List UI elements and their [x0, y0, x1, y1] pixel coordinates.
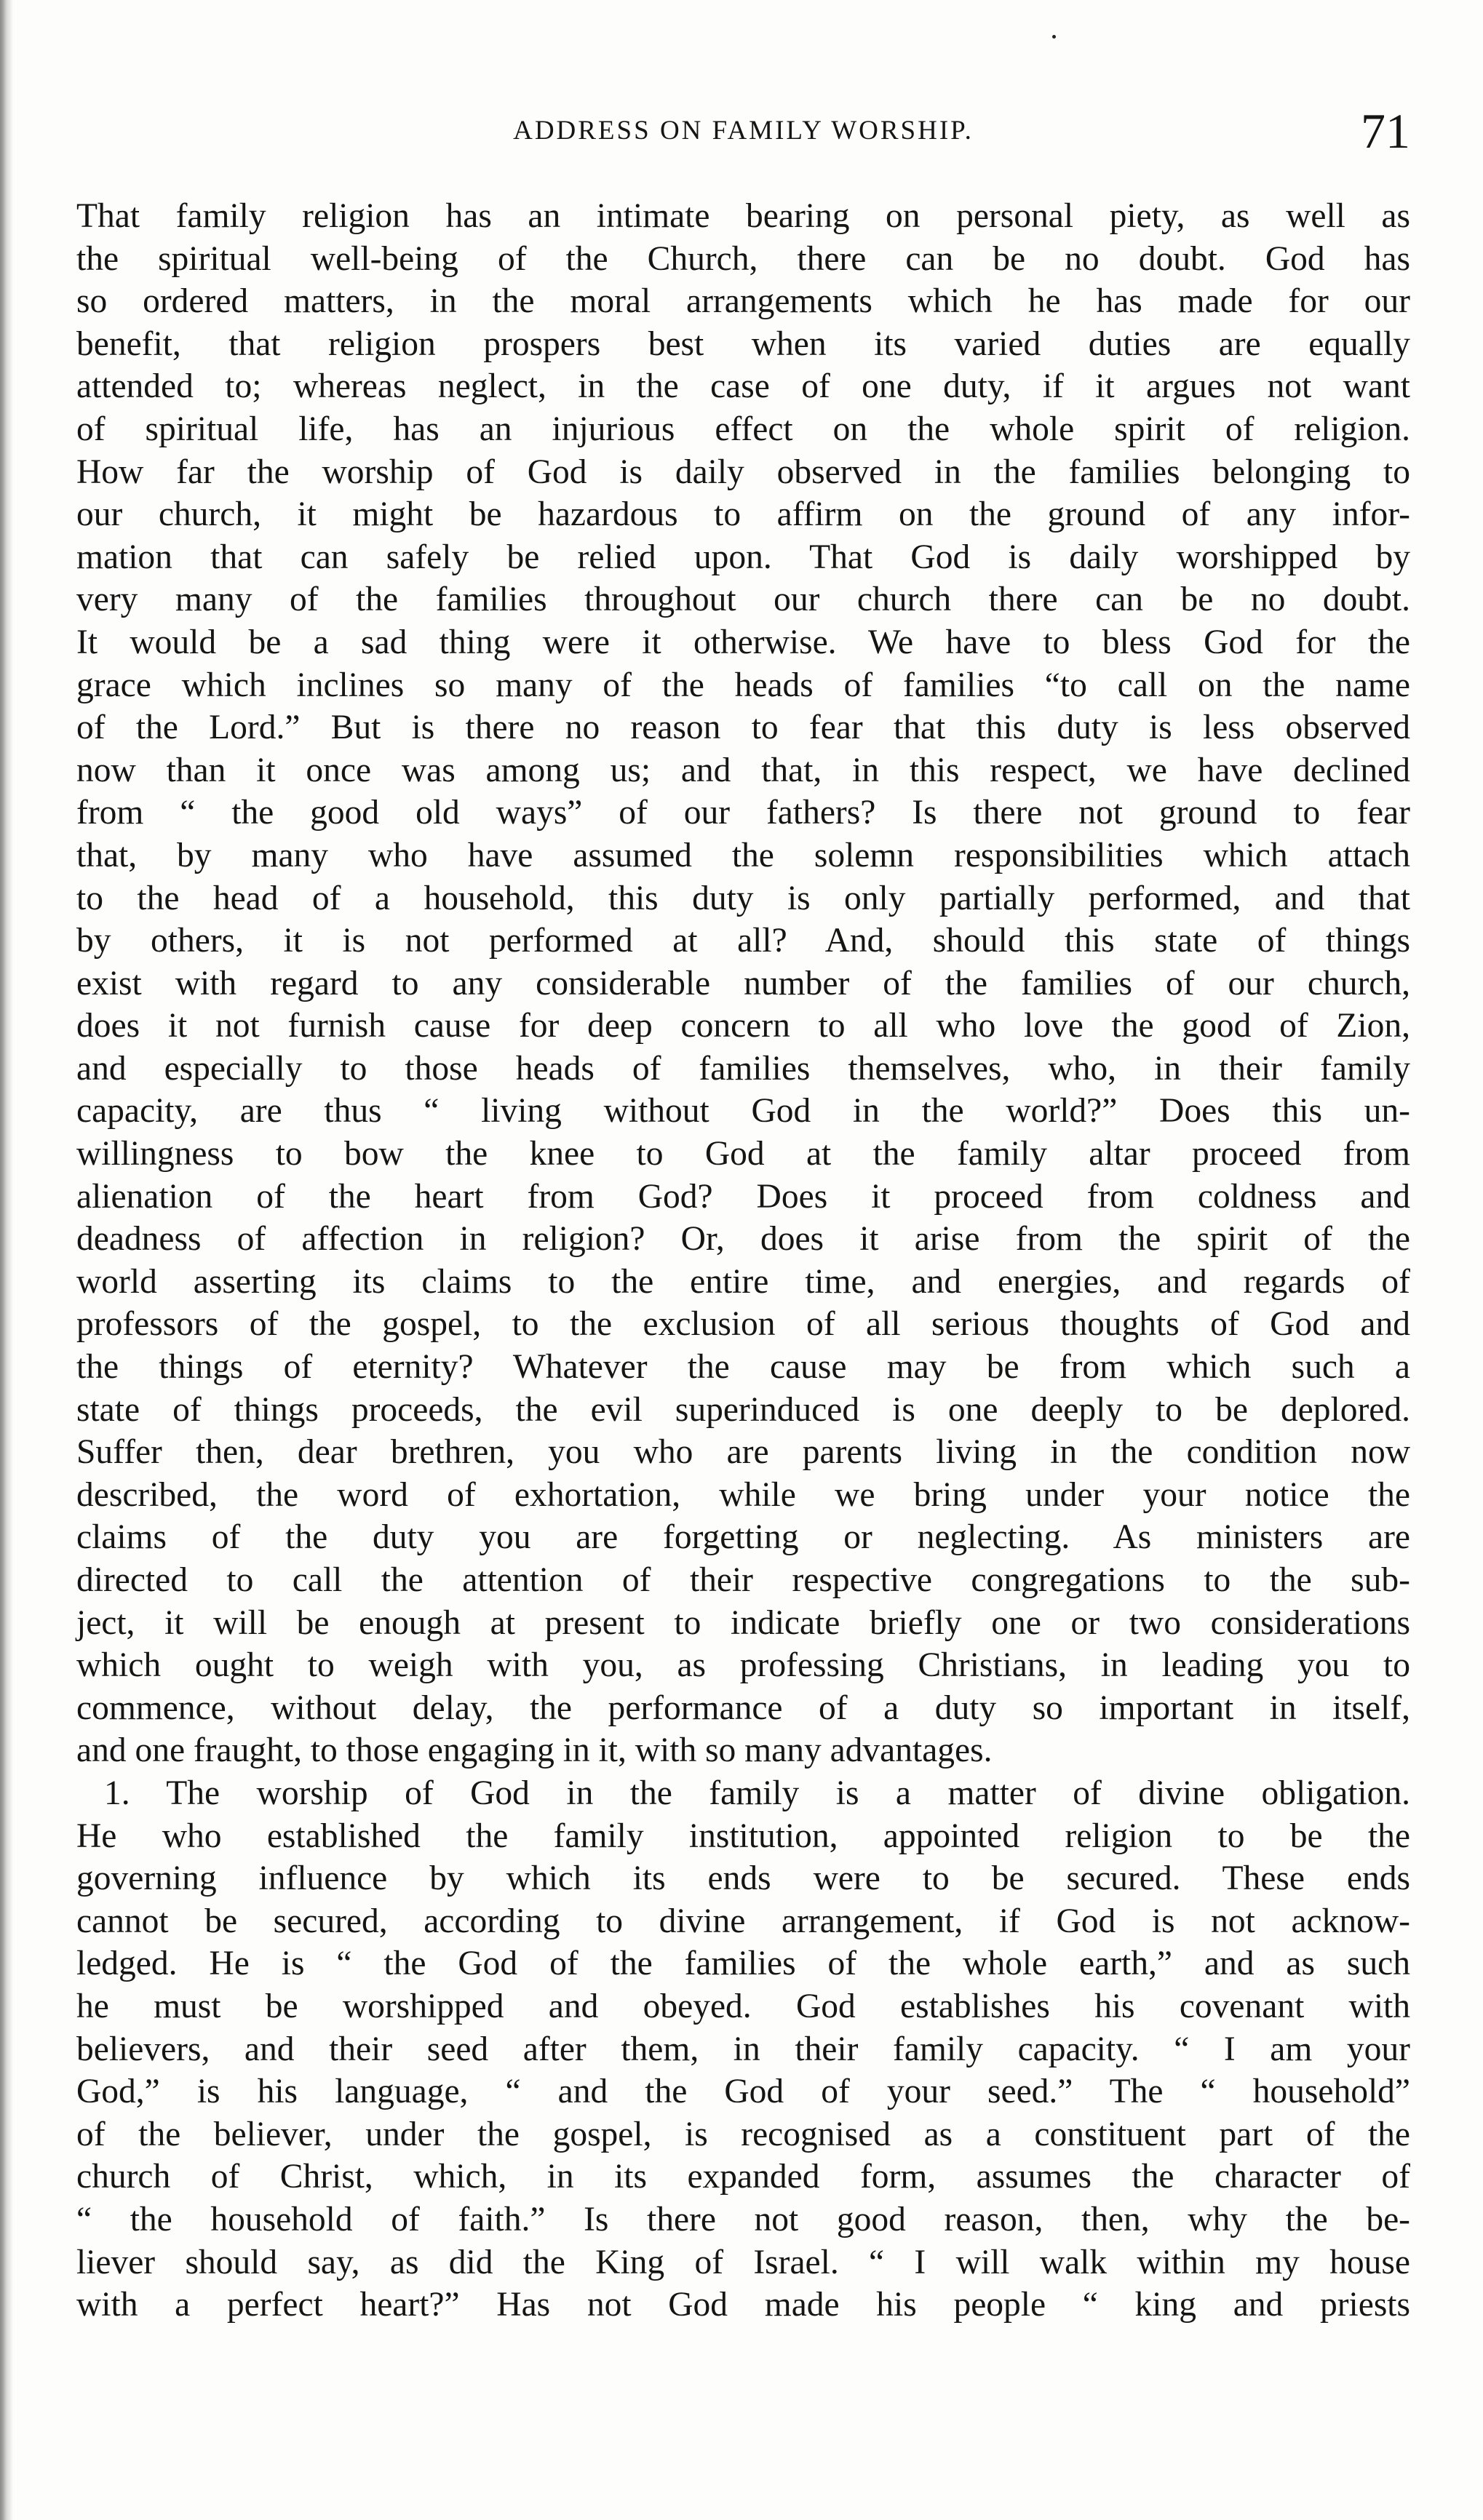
text-line: and especially to those heads of families themselves, who, in their family: [76, 1049, 1410, 1088]
text-line: believers, and their seed after them, in their family capacity. “ I am your: [76, 2030, 1410, 2068]
text-line: capacity, are thus “ living without God in the world?” Does this un-: [76, 1092, 1410, 1131]
running-head: [76, 102, 1410, 167]
text-line: How far the worship of God is daily observed in the families belonging to: [76, 452, 1410, 491]
text-line: our church, it might be hazardous to affirm on the ground of any infor-: [76, 495, 1410, 534]
text-line: does it not furnish cause for deep concern to all who love the good of Zion,: [76, 1007, 1410, 1045]
text-line: the spiritual well-being of the Church, there can be no doubt. God has: [76, 239, 1410, 278]
text-line: from “ the good old ways” of our fathers? Is there not ground to fear: [76, 794, 1410, 832]
text-line: benefit, that religion prospers best when its varied duties are equally: [76, 324, 1410, 363]
text-line: That family religion has an intimate bearing on personal piety, as well as: [76, 197, 1410, 235]
text-line: It would be a sad thing were it otherwise. We have to bless God for the: [76, 623, 1410, 661]
print-speck: [1052, 35, 1056, 39]
text-line: of the believer, under the gospel, is recognised as a constituent part of the: [76, 2115, 1410, 2153]
text-line: grace which inclines so many of the heads of families “to call on the name: [76, 666, 1410, 704]
text-line: exist with regard to any considerable number of the families of our church,: [76, 964, 1410, 1002]
text-line: willingness to bow the knee to God at the family altar proceed from: [76, 1135, 1410, 1173]
text-line: cannot be secured, according to divine arrangement, if God is not acknow-: [76, 1902, 1410, 1940]
text-line: liever should say, as did the King of Israel. “ I will walk within my house: [76, 2243, 1410, 2281]
text-line: described, the word of exhortation, while we bring under your notice the: [76, 1475, 1410, 1514]
text-line: of the Lord.” But is there no reason to fear that this duty is less observed: [76, 709, 1410, 747]
text-line: so ordered matters, in the moral arrangements which he has made for our: [76, 282, 1410, 321]
text-line: of spiritual life, has an injurious effect on the whole spirit of religion.: [76, 410, 1410, 448]
text-line: world asserting its claims to the entire time, and energies, and regards of: [76, 1262, 1410, 1301]
text-line: he must be worshipped and obeyed. God establishes his covenant with: [76, 1987, 1410, 2025]
text-line: church of Christ, which, in its expanded form, assumes the character of: [76, 2158, 1410, 2196]
text-line: directed to call the attention of their respective congregations to the sub-: [76, 1561, 1410, 1599]
text-line: with a perfect heart?” Has not God made his people “ king and priests: [76, 2286, 1410, 2324]
text-line: state of things proceeds, the evil superinduced is one deeply to be deplored.: [76, 1390, 1410, 1429]
text-line: that, by many who have assumed the solemn responsibilities which attach: [76, 836, 1410, 874]
text-line: Suffer then, dear brethren, you who are parents living in the condition now: [76, 1433, 1410, 1472]
text-line: ject, it will be enough at present to indicate briefly one or two considerations: [76, 1603, 1410, 1642]
page-binding-edge: [0, 0, 13, 2520]
text-line: governing influence by which its ends were to be secured. These ends: [76, 1859, 1410, 1898]
running-title: ADDRESS ON FAMILY WORSHIP.: [513, 116, 974, 145]
text-line: attended to; whereas neglect, in the case of one duty, if it argues not want: [76, 367, 1410, 406]
text-line: to the head of a household, this duty is only partially performed, and that: [76, 879, 1410, 917]
text-line: 1. The worship of God in the family is a matter of divine obligation.: [104, 1774, 1410, 1812]
text-line: the things of eternity? Whatever the cause may be from which such a: [76, 1348, 1410, 1387]
text-line: “ the household of faith.” Is there not good reason, then, why the be-: [76, 2200, 1410, 2238]
text-line: professors of the gospel, to the exclusion of all serious thoughts of God and: [76, 1305, 1410, 1344]
text-line: commence, without delay, the performance of a duty so important in itself,: [76, 1688, 1410, 1727]
text-line: alienation of the heart from God? Does it proceed from coldness and: [76, 1177, 1410, 1216]
text-line: mation that can safely be relied upon. That God is daily worshipped by: [76, 538, 1410, 576]
text-line: which ought to weigh with you, as professing Christians, in leading you to: [76, 1646, 1410, 1685]
text-line: claims of the duty you are forgetting or neglecting. As ministers are: [76, 1518, 1410, 1557]
text-line: and one fraught, to those engaging in it, with so many advantages.: [76, 1731, 993, 1770]
text-line: very many of the families throughout our church there can be no doubt.: [76, 581, 1410, 619]
page-number: 71: [1361, 103, 1410, 159]
text-line: God,” is his language, “ and the God of your seed.” The “ household”: [76, 2073, 1410, 2111]
text-line: by others, it is not performed at all? And, should this state of things: [76, 922, 1410, 960]
body-text: [76, 195, 1410, 2326]
text-line: now than it once was among us; and that, in this respect, we have declined: [76, 751, 1410, 789]
text-line: deadness of affection in religion? Or, does it arise from the spirit of the: [76, 1220, 1410, 1259]
text-line: He who established the family institution, appointed religion to be the: [76, 1817, 1410, 1855]
text-line: ledged. He is “ the God of the families of the whole earth,” and as such: [76, 1945, 1410, 1983]
